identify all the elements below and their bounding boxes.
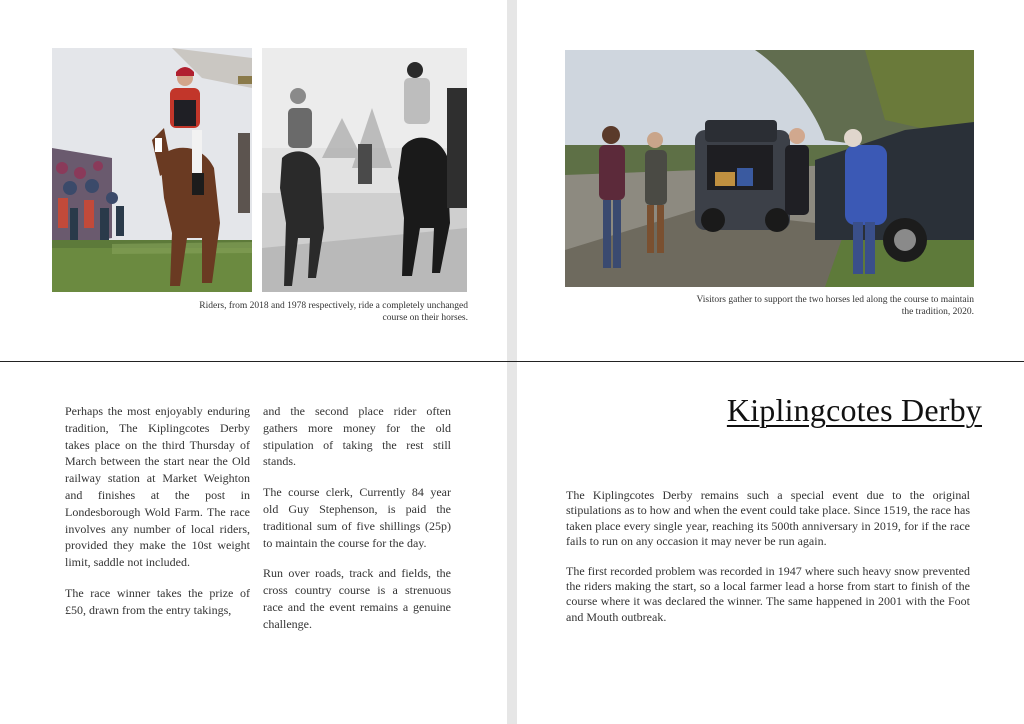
photo-visitors-2020 xyxy=(565,50,974,287)
paragraph: The first recorded problem was recorded in 1947 where such heavy snow prevented the riders making the start, so a local farmer lead a horse from start to finish of the course where it was declared the winner. The same happened in 2001 with the Foot and Mouth outbreak. xyxy=(566,563,970,624)
caption-visitors: Visitors gather to support the two horses led along the course to maintain the tradition, 2020. xyxy=(696,295,974,317)
article-column-1 xyxy=(65,403,250,633)
paragraph: Perhaps the most enjoyably enduring tradition, The Kiplingcotes Derby takes place on the third Thursday of March between the start near the Old railway station at Market Weighton and finishes at the post in Londesborough Wold Farm. The race involves any number of local riders, provided they make the 10st weight limit, saddle not included. xyxy=(65,404,250,570)
article-column-2 xyxy=(263,403,451,647)
photo-rider-2018 xyxy=(52,48,252,292)
paragraph: The course clerk, Currently 84 year old Guy Stephenson, is paid the traditional sum of five shillings (25p) to maintain the course for the day. xyxy=(263,485,451,550)
book-spine xyxy=(507,0,517,724)
caption-riders: Riders, from 2018 and 1978 respectively, ride a completely unchanged course on their horses. xyxy=(199,301,468,323)
article-title: Kiplingcotes Derby xyxy=(726,392,982,428)
paragraph: Run over roads, track and fields, the cross country course is a strenuous race and the event remains a genuine challenge. xyxy=(263,566,451,631)
page-divider xyxy=(0,361,1024,362)
paragraph: and the second place rider often gathers more money for the old stipulation of taking the rest still stands. xyxy=(263,404,451,469)
paragraph: The race winner takes the prize of £50, drawn from the entry takings, xyxy=(65,585,250,617)
article-body-right xyxy=(566,488,970,639)
paragraph: The Kiplingcotes Derby remains such a special event due to the original stipulations as to how and when the event could take place. Since 1519, the race has taken place every single year, reaching its 500th anniversary in 2019, for if the race fails to run on any occasion it may never be run again. xyxy=(566,488,970,549)
photo-riders-1978 xyxy=(262,48,467,292)
